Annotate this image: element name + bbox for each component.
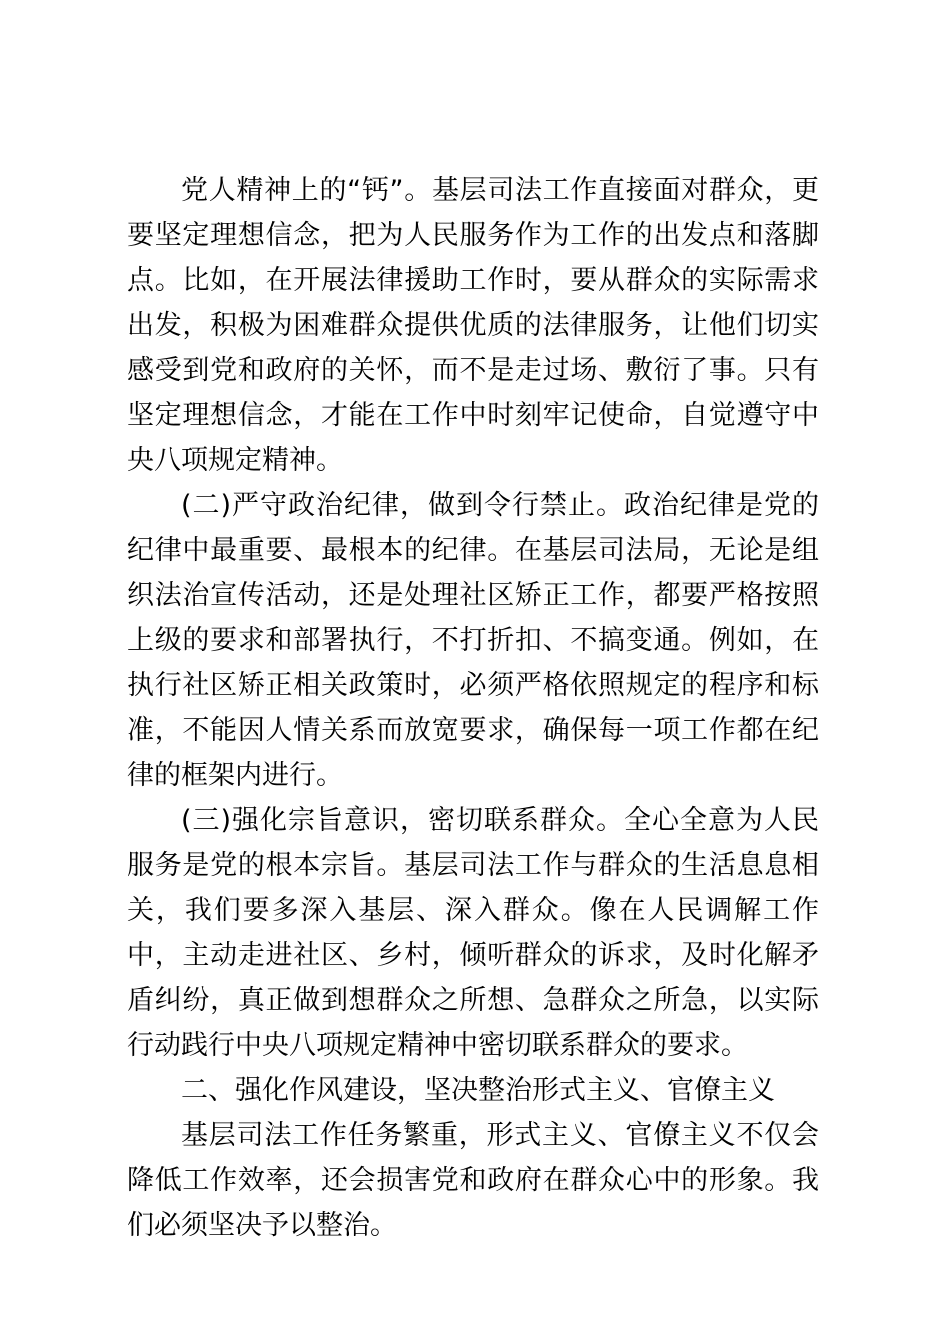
document-page xyxy=(127,168,819,1248)
section-heading: 二、强化作风建设，坚决整治形式主义、官僚主义 xyxy=(181,1075,775,1106)
paragraph-ideals: 党人精神上的“钙”。基层司法工作直接面对群众，更要坚定理想信念，把为人民服务作为工作的出发点和落脚点。比如，在开展法律援助工作时，要从群众的实际需求出发，积极为困难群众提供优质的法律服务，让他们切实感受到党和政府的关怀，而不是走过场、敷衍了事。只有坚定理想信念，才能在工作中时刻牢记使命，自觉遵守中央八项规定精神。 xyxy=(127,175,819,476)
paragraph-political-discipline: (二)严守政治纪律，做到令行禁止。政治纪律是党的纪律中最重要、最根本的纪律。在基层司法局，无论是组织法治宣传活动，还是处理社区矫正工作，都要严格按照上级的要求和部署执行，不打折扣、不搞变通。例如，在执行社区矫正相关政策时，必须严格依照规定的程序和标准，不能因人情关系而放宽要求，确保每一项工作都在纪律的框架内进行。 xyxy=(127,490,819,791)
paragraph-serve-people: (三)强化宗旨意识，密切联系群众。全心全意为人民服务是党的根本宗旨。基层司法工作与群众的生活息息相关，我们要多深入基层、深入群众。像在人民调解工作中，主动走进社区、乡村，倾听群众的诉求，及时化解矛盾纠纷，真正做到想群众之所想、急群众之所急，以实际行动践行中央八项规定精神中密切联系群众的要求。 xyxy=(127,805,819,1061)
paragraph-style-rectification: 基层司法工作任务繁重，形式主义、官僚主义不仅会降低工作效率，还会损害党和政府在群众心中的形象。我们必须坚决予以整治。 xyxy=(127,1120,819,1241)
